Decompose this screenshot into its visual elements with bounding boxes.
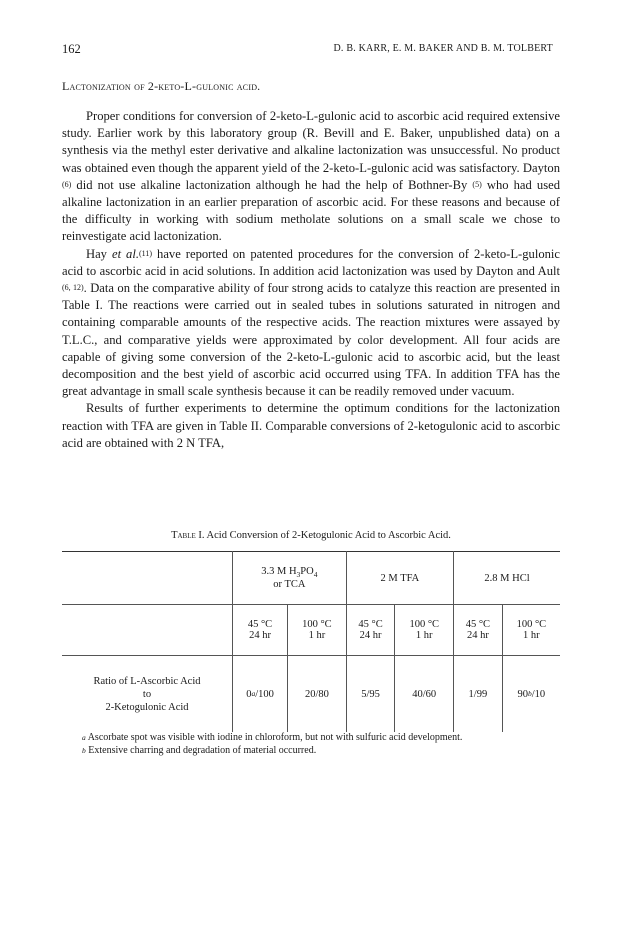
et-al: et al. <box>111 246 140 261</box>
header-acid-tfa: 2 M TFA <box>346 552 453 605</box>
paragraph-text: Proper conditions for conversion of 2-keto-L-gulonic acid to ascorbic acid required extensive study. Earlier work by this laboratory group (R. Bevill and E. Baker, unpublished data) on a synthesis via the methyl ester derivative and alkaline lactonization was unsuccessful. No product was obtained even though the apparent yield of the 2-keto-L-gulonic acid was satisfactory. Dayton <box>62 109 560 175</box>
footnote: $^a$ Ascorbate spot was visible with iodine in chloroform, but not with sulfuric acid development. <box>82 732 463 743</box>
data-table <box>62 551 560 732</box>
value-cell: 0$^a$/100 <box>233 656 288 733</box>
page-number: 162 <box>62 42 81 56</box>
table-footnotes <box>62 731 560 757</box>
paragraph-2 <box>62 246 560 401</box>
value-cell: 90$^b$/10 <box>502 656 560 733</box>
body-text <box>62 108 560 452</box>
header-empty-cell <box>62 552 233 605</box>
paragraph-3: Results of further experiments to determine the optimum conditions for the lactonization reaction with TFA are given in Table II. Comparable conversions of 2-ketogulonic acid to ascorbic acid are obtained with 2 N TFA, <box>62 401 560 450</box>
section-heading: Lactonization of 2-keto-L-gulonic acid. <box>62 79 261 93</box>
paragraph-text: Hay <box>86 246 112 261</box>
table-row <box>62 656 560 733</box>
header-acid-h3po4-tca: 3.3 M $H_3PO_4$ or TCA <box>233 552 347 605</box>
table-caption <box>62 530 560 541</box>
condition-cell: 45 °C 24 hr <box>346 605 395 656</box>
table-label: Table I. <box>171 530 205 541</box>
header-acid-hcl: 2.8 M HCl <box>454 552 560 605</box>
citation: (6) <box>62 179 72 189</box>
table-header-conditions <box>62 605 560 656</box>
condition-cell: 45 °C 24 hr <box>233 605 288 656</box>
condition-cell: 100 °C 1 hr <box>288 605 347 656</box>
footnote: $^b$ Extensive charring and degradation of material occurred. <box>82 745 317 756</box>
running-head: D. B. KARR, E. M. BAKER AND B. M. TOLBERT <box>333 43 553 54</box>
paragraph-text: have reported on patented procedures for the conversion of 2-keto-L-gulonic acid to ascorbic acid in acid solutions. In addition acid lactonization was used by Dayton and Ault <box>62 246 561 278</box>
table-header-acids <box>62 552 560 605</box>
paragraph-text: did not use alkaline lactonization although he had the help of Bothner-By <box>71 177 473 192</box>
value-cell: 20/80 <box>288 656 347 733</box>
citation: (6, 12) <box>62 283 84 293</box>
citation: (5) <box>472 179 482 189</box>
paragraph-1 <box>62 108 560 246</box>
condition-cell: 100 °C 1 hr <box>502 605 560 656</box>
condition-cell: 45 °C 24 hr <box>454 605 503 656</box>
condition-cell: 100 °C 1 hr <box>395 605 454 656</box>
row-label: Ratio of L-Ascorbic Acid to 2-Ketogulonic Acid <box>93 675 201 713</box>
paragraph-text: . Data on the comparative ability of four strong acids to catalyze this reaction are presented in Table I. The reactions were carried out in sealed tubes in solutions saturated in nitrogen and containing comparable amounts of the respective acids. The reaction mixtures were assayed by T.L.C., and comparative yields were approximated by color development. All four acids are capable of giving some conversion of the 2-keto-L-gulonic acid to ascorbic acid, but the least decomposition and the best yield of ascorbic acid occurred using TFA. In addition TFA has the great advantage in small scale synthesis because it can be readily removed under vacuum. <box>62 281 560 399</box>
value-cell: 5/95 <box>346 656 395 733</box>
value-cell: 1/99 <box>454 656 503 733</box>
paragraph-text: who had used alkaline lactonization in an earlier preparation of ascorbic acid. For these reasons and because of the difficulty in working with sodium metholate solutions on a small scale we chose to reinvestigate acid lactonization. <box>62 177 561 244</box>
header-empty-cell <box>62 605 233 656</box>
value-cell: 40/60 <box>395 656 454 733</box>
table-title: Acid Conversion of 2-Ketogulonic Acid to Ascorbic Acid. <box>206 530 451 541</box>
citation: (11) <box>139 248 153 258</box>
